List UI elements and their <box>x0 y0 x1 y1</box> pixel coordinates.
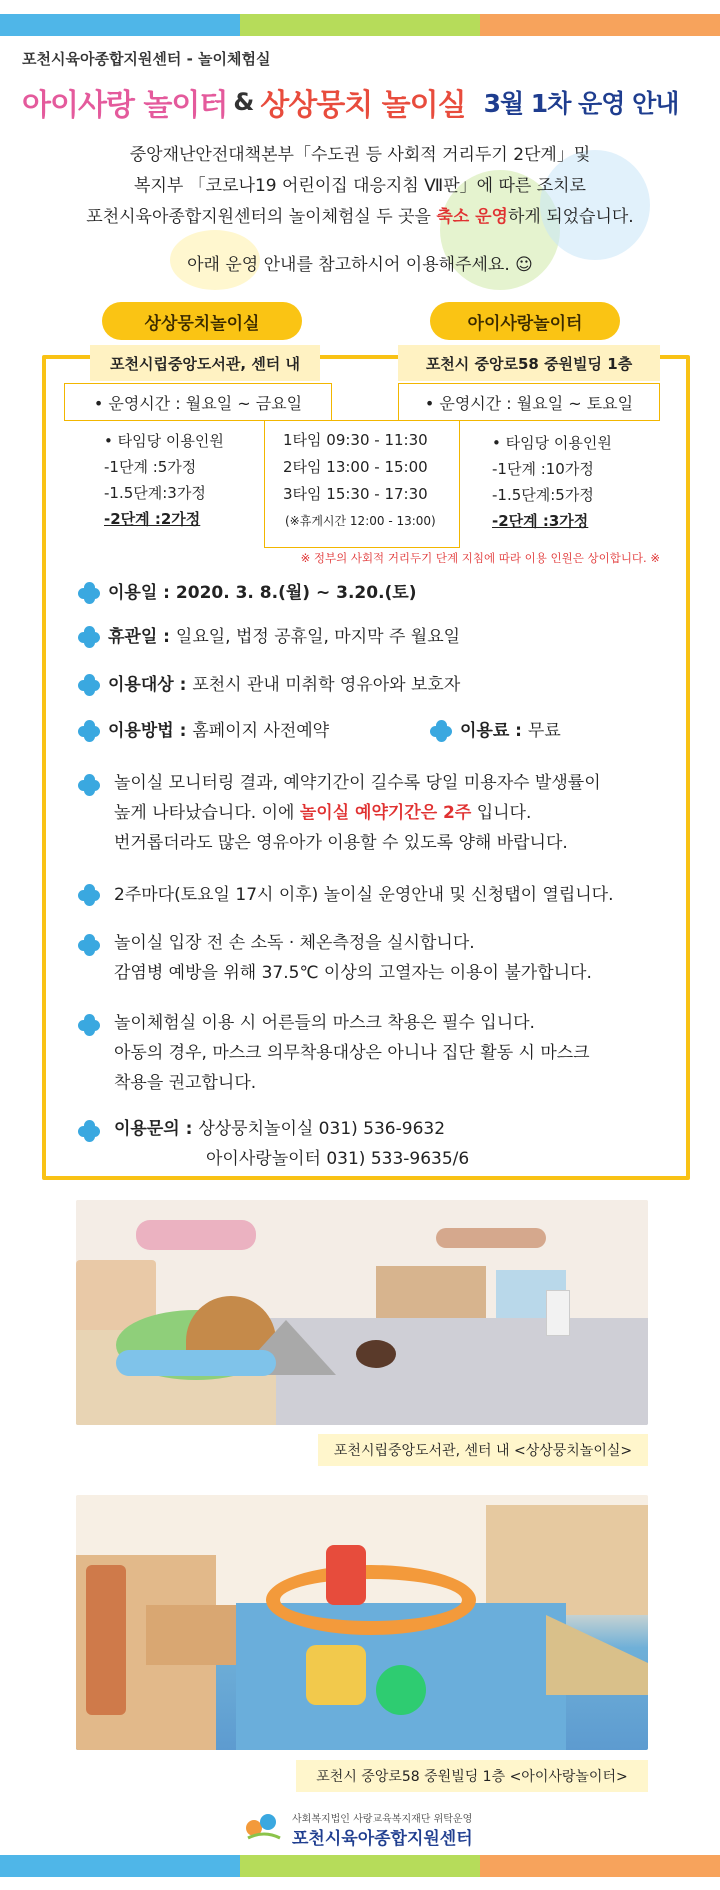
hours-aisarang: • 운영시간 : 월요일 ~ 토요일 <box>398 383 660 421</box>
target-label: 이용대상 : <box>108 675 193 695</box>
monitor-line-2-a: 높게 나타났습니다. 이에 <box>114 803 300 823</box>
capacity-level-1: -1단계 :10가정 <box>492 460 594 478</box>
biweekly-text: 2주마다(토요일 17시 이후) 놀이실 운영안내 및 신청탭이 열립니다. <box>114 885 614 905</box>
photo-caption-aisarang: 포천시 중앙로58 중원빌딩 1층 <아이사랑놀이터> <box>296 1760 648 1792</box>
mask-line-2: 아동의 경우, 마스크 의무착용대상은 아니나 집단 활동 시 마스크 <box>114 1043 590 1063</box>
photo-caption-sangsang: 포천시립중앙도서관, 센터 내 <상상뭉치놀이실> <box>318 1434 648 1466</box>
capacity-title: • 타임당 이용인원 <box>104 432 224 450</box>
org-label: 포천시육아종합지원센터 - 놀이체험실 <box>22 50 271 68</box>
method-label: 이용방법 : <box>108 721 193 741</box>
photo-aisarang-room <box>76 1495 648 1750</box>
capacity-notice: ※ 정부의 사회적 거리두기 단계 지침에 따라 이용 인원은 상이합니다. ※ <box>300 551 660 565</box>
capacity-sangsang <box>104 428 244 532</box>
capacity-level-2: -2단계 :3가정 <box>492 512 589 530</box>
target-value: 포천시 관내 미취학 영유아와 보호자 <box>192 675 461 695</box>
capacity-aisarang <box>492 430 632 534</box>
monitor-highlight: 놀이실 예약기간은 2주 <box>299 803 472 823</box>
hours-sangsang: • 운영시간 : 월요일 ~ 금요일 <box>64 383 332 421</box>
slot-break: (※휴게시간 12:00 - 13:00) <box>285 514 436 528</box>
top-color-stripe <box>0 14 720 36</box>
monitor-line-2 <box>114 798 601 828</box>
entry-line-2: 감염병 예방을 위해 37.5℃ 이상의 고열자는 이용이 불가합니다. <box>114 963 592 983</box>
location-aisarang: 포천시 중앙로58 중원빌딩 1층 <box>398 345 660 381</box>
photo-sangsang-room <box>76 1200 648 1425</box>
clover-icon <box>78 1014 100 1036</box>
clover-icon <box>430 720 452 742</box>
period-label: 이용일 : <box>108 583 176 603</box>
clover-icon <box>78 674 100 696</box>
clover-icon <box>78 774 100 796</box>
intro-line-3-a: 포천시육아종합지원센터의 놀이체험실 두 곳을 <box>86 207 437 227</box>
monitor-line-3: 번거롭더라도 많은 영유아가 이용할 수 있도록 양해 바랍니다. <box>114 833 568 853</box>
intro-line-3 <box>20 202 700 233</box>
title-ampersand: & <box>233 88 255 116</box>
mask-line-3: 착용을 권고합니다. <box>114 1073 257 1093</box>
fee-value: 무료 <box>527 721 561 741</box>
clover-icon <box>78 582 100 604</box>
clover-icon <box>78 626 100 648</box>
intro-line-3-b: 하게 되었습니다. <box>507 207 634 227</box>
location-sangsang: 포천시립중앙도서관, 센터 내 <box>90 345 320 381</box>
intro-text <box>20 140 700 233</box>
contact-sangsang: 상상뭉치놀이실 031) 536-9632 <box>198 1119 446 1139</box>
entry-line-1: 놀이실 입장 전 손 소독 · 체온측정을 실시합니다. <box>114 933 475 953</box>
clover-icon <box>78 720 100 742</box>
method-value: 홈페이지 사전예약 <box>192 721 330 741</box>
fee-label: 이용료 : <box>460 721 528 741</box>
intro-line-1: 중앙재난안전대책본부「수도권 등 사회적 거리두기 2단계」및 <box>129 145 591 165</box>
title-aisarang: 아이사랑 놀이터 <box>22 88 228 123</box>
contact-label: 이용문의 : <box>114 1119 199 1139</box>
clover-icon <box>78 934 100 956</box>
closed-value: 일요일, 법정 공휴일, 마지막 주 월요일 <box>175 627 461 647</box>
mask-line-1: 놀이체험실 이용 시 어른들의 마스크 착용은 필수 입니다. <box>114 1013 535 1033</box>
slot-1: 1타임 09:30 - 11:30 <box>283 431 428 449</box>
title-sangsang: 상상뭉치 놀이실 <box>260 88 466 123</box>
intro-highlight: 축소 운영 <box>436 207 508 227</box>
contact-aisarang: 아이사랑놀이터 031) 533-9635/6 <box>206 1149 470 1169</box>
capacity-level-15: -1.5단계:5가정 <box>492 486 594 504</box>
capacity-level-15: -1.5단계:3가정 <box>104 484 206 502</box>
title-schedule: 3월 1차 운영 안내 <box>483 89 679 118</box>
slot-2: 2타임 13:00 - 15:00 <box>283 458 428 476</box>
period-value: 2020. 3. 8.(월) ~ 3.20.(토) <box>175 583 417 603</box>
closed-label: 휴관일 : <box>108 627 176 647</box>
room-name-aisarang: 아이사랑놀이터 <box>430 302 620 340</box>
footer-logo <box>244 1808 504 1849</box>
monitor-line-1: 놀이실 모니터링 결과, 예약기간이 길수록 당일 미용자수 발생률이 <box>114 773 601 793</box>
clover-icon <box>78 1120 100 1142</box>
intro-line-2: 복지부 「코로나19 어린이집 대응지침 Ⅶ판」에 따른 조치로 <box>134 176 586 196</box>
capacity-title: • 타임당 이용인원 <box>492 434 612 452</box>
bottom-color-stripe <box>0 1855 720 1877</box>
time-slots <box>264 420 460 548</box>
page-title <box>22 78 702 126</box>
room-name-sangsang: 상상뭉치놀이실 <box>102 302 302 340</box>
slot-3: 3타임 15:30 - 17:30 <box>283 485 428 503</box>
monitor-line-2-b: 입니다. <box>471 803 532 823</box>
capacity-level-1: -1단계 :5가정 <box>104 458 197 476</box>
intro-note: 아래 운영 안내를 참고하시어 이용해주세요. ☺ <box>187 255 533 275</box>
footer-org: 포천시육아종합지원센터 <box>292 1829 473 1849</box>
logo-icon <box>244 1810 284 1842</box>
capacity-level-2: -2단계 :2가정 <box>104 510 201 528</box>
footer-sub: 사회복지법인 사랑교육복지재단 위탁운영 <box>292 1814 473 1825</box>
clover-icon <box>78 884 100 906</box>
